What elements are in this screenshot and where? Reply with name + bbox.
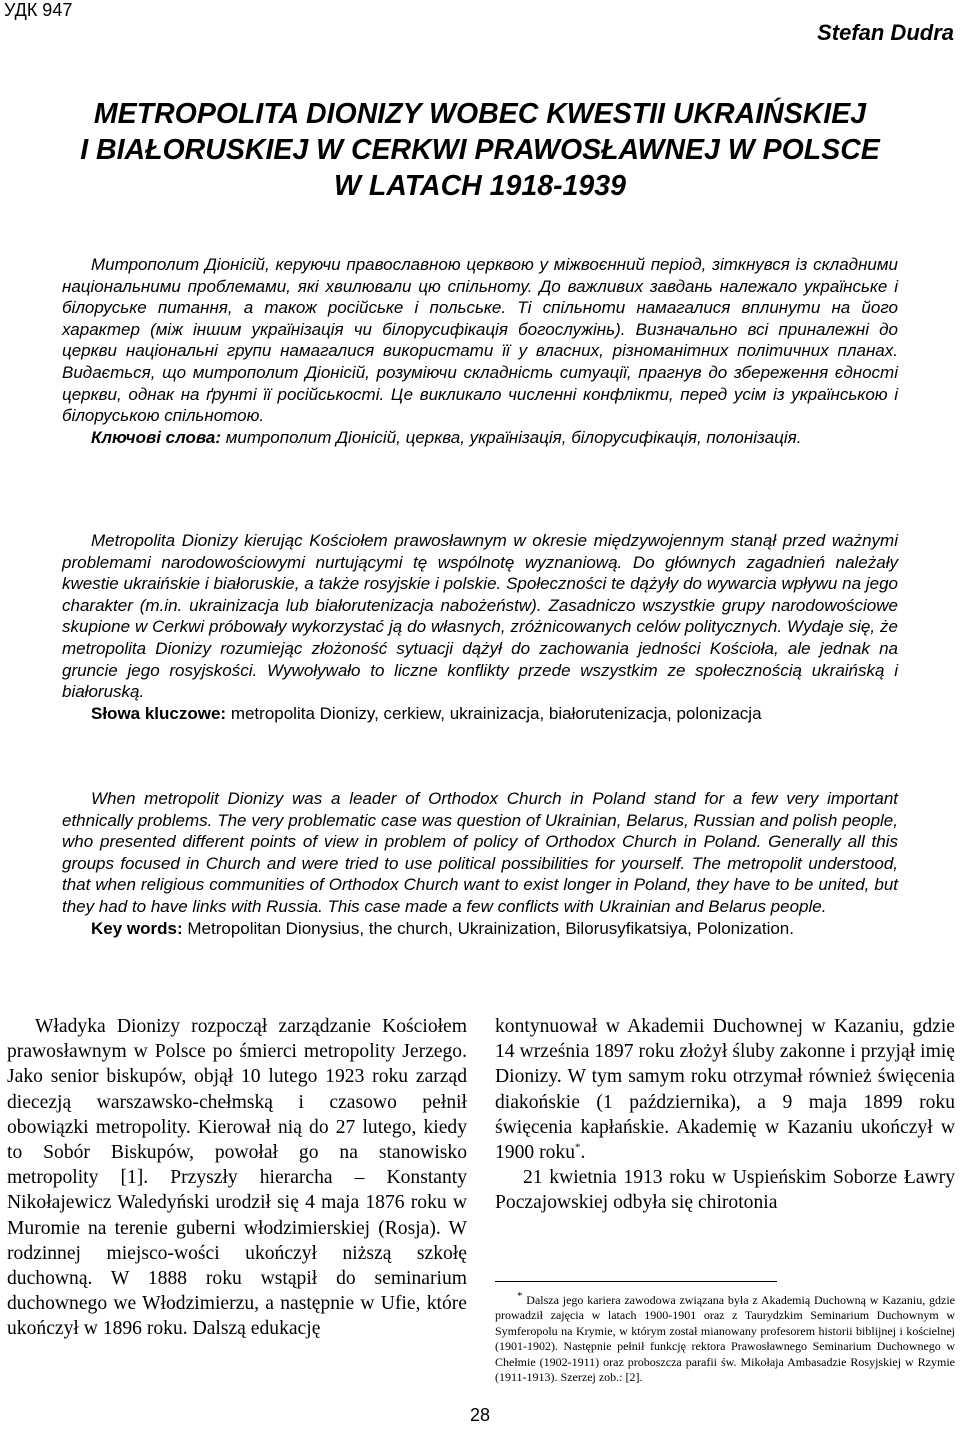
body-right-paragraph-2: 21 kwietnia 1913 roku w Uspieńskim Soborze Ławry Poczajowskiej odbyła się chirotonia <box>495 1167 955 1214</box>
body-column-left <box>7 1014 467 1342</box>
keywords-pl <box>62 703 898 725</box>
udk-code: УДК 947 <box>4 0 73 20</box>
keywords-uk-list: митрополит Діонісій, церква, українізація, білорусифікація, полонізація. <box>221 427 802 447</box>
title-line-3: W LATACH 1918-1939 <box>334 170 626 202</box>
article-title <box>0 96 960 204</box>
keywords-pl-label: Słowa kluczowe: <box>91 703 227 723</box>
abstract-uk-text: Митрополит Діонісій, керуючи православною церквою у міжвоєнний період, зіткнувся із складними національними проблемами, які хвилювали цю спільноту. До важливих завдань належало українське і білоруське питання, а також російське і польське. Ті спільноти намагалися вплинути на його характер (між іншим українізація чи білорусифікація богослужінь). Визначально всі приналежні до церкви національні групи намагалися використати її у власних, різноманітних політичних планах. Видається, що митрополит Діонісій, розуміючи складність ситуації, прагнув до збереження єдності церкви, однак на ґрунті її російськості. Це викликало численні конфлікти, перед усім із українською і білоруською спільнотою. <box>62 255 898 426</box>
abstract-ukrainian <box>62 254 898 448</box>
footnote-text: Dalsza jego kariera zawodowa związana była z Akademią Duchowną w Kazaniu, gdzie prowadził zajęcia w latach 1900-1901 oraz z Taurydzkim Seminarium Duchownym w Symferopolu na Krymie, w którym został mianowany profesorem historii biblijnej i kościelnej (1901-1902). Następnie pełnił funkcję rektora Prawosławnego Seminarium Duchownego w Chełmie (1902-1911) oraz proboszcza parafii św. Mikołaja Ambasadzie Rosyjskiej w Rzymie (1911-1913). Szerzej zob.: [2]. <box>495 1293 955 1385</box>
page-number: 28 <box>469 1405 491 1425</box>
footnote-mark: * <box>517 1290 523 1302</box>
abstract-english <box>62 788 898 939</box>
abstract-polish <box>62 530 898 724</box>
keywords-en-list: Metropolitan Dionysius, the church, Ukrainization, Bilorusyfikatsiya, Polonization. <box>182 918 794 938</box>
footnote <box>495 1290 955 1385</box>
footnote-paragraph <box>495 1290 955 1385</box>
body-right-p1-end: . <box>580 1142 586 1164</box>
abstract-en-text: When metropolit Dionizy was a leader of Orthodox Church in Poland stand for a few very important ethnically problems. The very problematic case was question of Ukrainian, Belarus, Russian and polish people, who presented different points of view in problem of policy of Orthodox Church in Poland. Generally all this groups focused in Church and were tried to use political possibilities for yourself. The metropolit understood, that when religious communities of Orthodox Church want to exist longer in Poland, they have to be united, but they had to have links with Russia. This case made a few conflicts with Ukrainian and Belarus people. <box>62 789 898 916</box>
footnote-separator <box>495 1281 777 1282</box>
abstract-pl-text: Metropolita Dionizy kierując Kościołem prawosławnym w okresie międzywojennym stanął przed ważnymi problemami narodowościowymi nurtującymi tę wspólnotę wyznaniową. Do głównych zagadnień należały kwestie ukraińskie i białoruskie, a także rosyjskie i polskie. Społeczności te dążyły do wywarcia wpływu na jego charakter (m.in. ukrainizacja lub białorutenizacja nabożeństw). Zasadniczo wszystkie grupy narodowościowe skupione w Cerkwi próbowały wykorzystać ją do własnych, zróżnicowanych celów politycznych. Wydaje się, że metropolita Dionizy rozumiejąc złożoność sytuacji dążył do zachowania jedności Kościoła, ale jednak na gruncie jego rosyjskości. Wywoływało to liczne konflikty przede wszystkim ze społecznością ukraińską i białoruską. <box>62 531 898 702</box>
body-column-right <box>495 1014 955 1216</box>
author-name: Stefan Dudra <box>817 20 954 45</box>
title-line-2: I BIAŁORUSKIEJ W CERKWI PRAWOSŁAWNEJ W POLSCE <box>80 134 880 166</box>
keywords-uk-label: Ключові слова: <box>91 427 222 447</box>
keywords-pl-list: metropolita Dionizy, cerkiew, ukrainizacja, białorutenizacja, polonizacja <box>226 703 762 723</box>
body-left-paragraph: Władyka Dionizy rozpoczął zarządzanie Kościołem prawosławnym w Polsce po śmierci metropolity Jerzego. Jako senior biskupów, objął 10 lutego 1923 roku zarząd diecezją warszawsko-chełmską i czasowo pełnił obowiązki metropolity. Kierował nią do 27 lutego, kiedy to Sobór Biskupów, powołał go na stanowisko metropolity [1]. Przyszły hierarcha – Konstanty Nikołajewicz Waledyński urodził się 4 maja 1876 roku w Muromie na terenie guberni włodzimierskiej (Rosja). W rodzinnej miejsco-wości ukończył niższą szkołę duchowną. W 1888 roku wstąpił do seminarium duchownego we Włodzimierzu, a następnie w Ufie, które ukończył w 1896 roku. Dalszą edukację <box>7 1016 467 1340</box>
body-right-p1-text: kontynuował w Akademii Duchownej w Kazaniu, gdzie 14 września 1897 roku złożył śluby zakonne i przyjął imię Dionizy. W tym samym roku otrzymał również święcenia diakońskie (1 października), a 9 maja 1899 roku święcenia kapłańskie. Akademię w Kazaniu ukończył w 1900 roku <box>495 1016 955 1164</box>
footnote-reference: * <box>575 1141 581 1154</box>
keywords-en-label: Key words: <box>91 918 183 938</box>
keywords-en <box>62 918 898 940</box>
keywords-uk <box>62 427 898 449</box>
title-line-1: METROPOLITA DIONIZY WOBEC KWESTII UKRAIŃSKIEJ <box>93 98 867 130</box>
body-right-paragraph-1 <box>495 1014 955 1165</box>
